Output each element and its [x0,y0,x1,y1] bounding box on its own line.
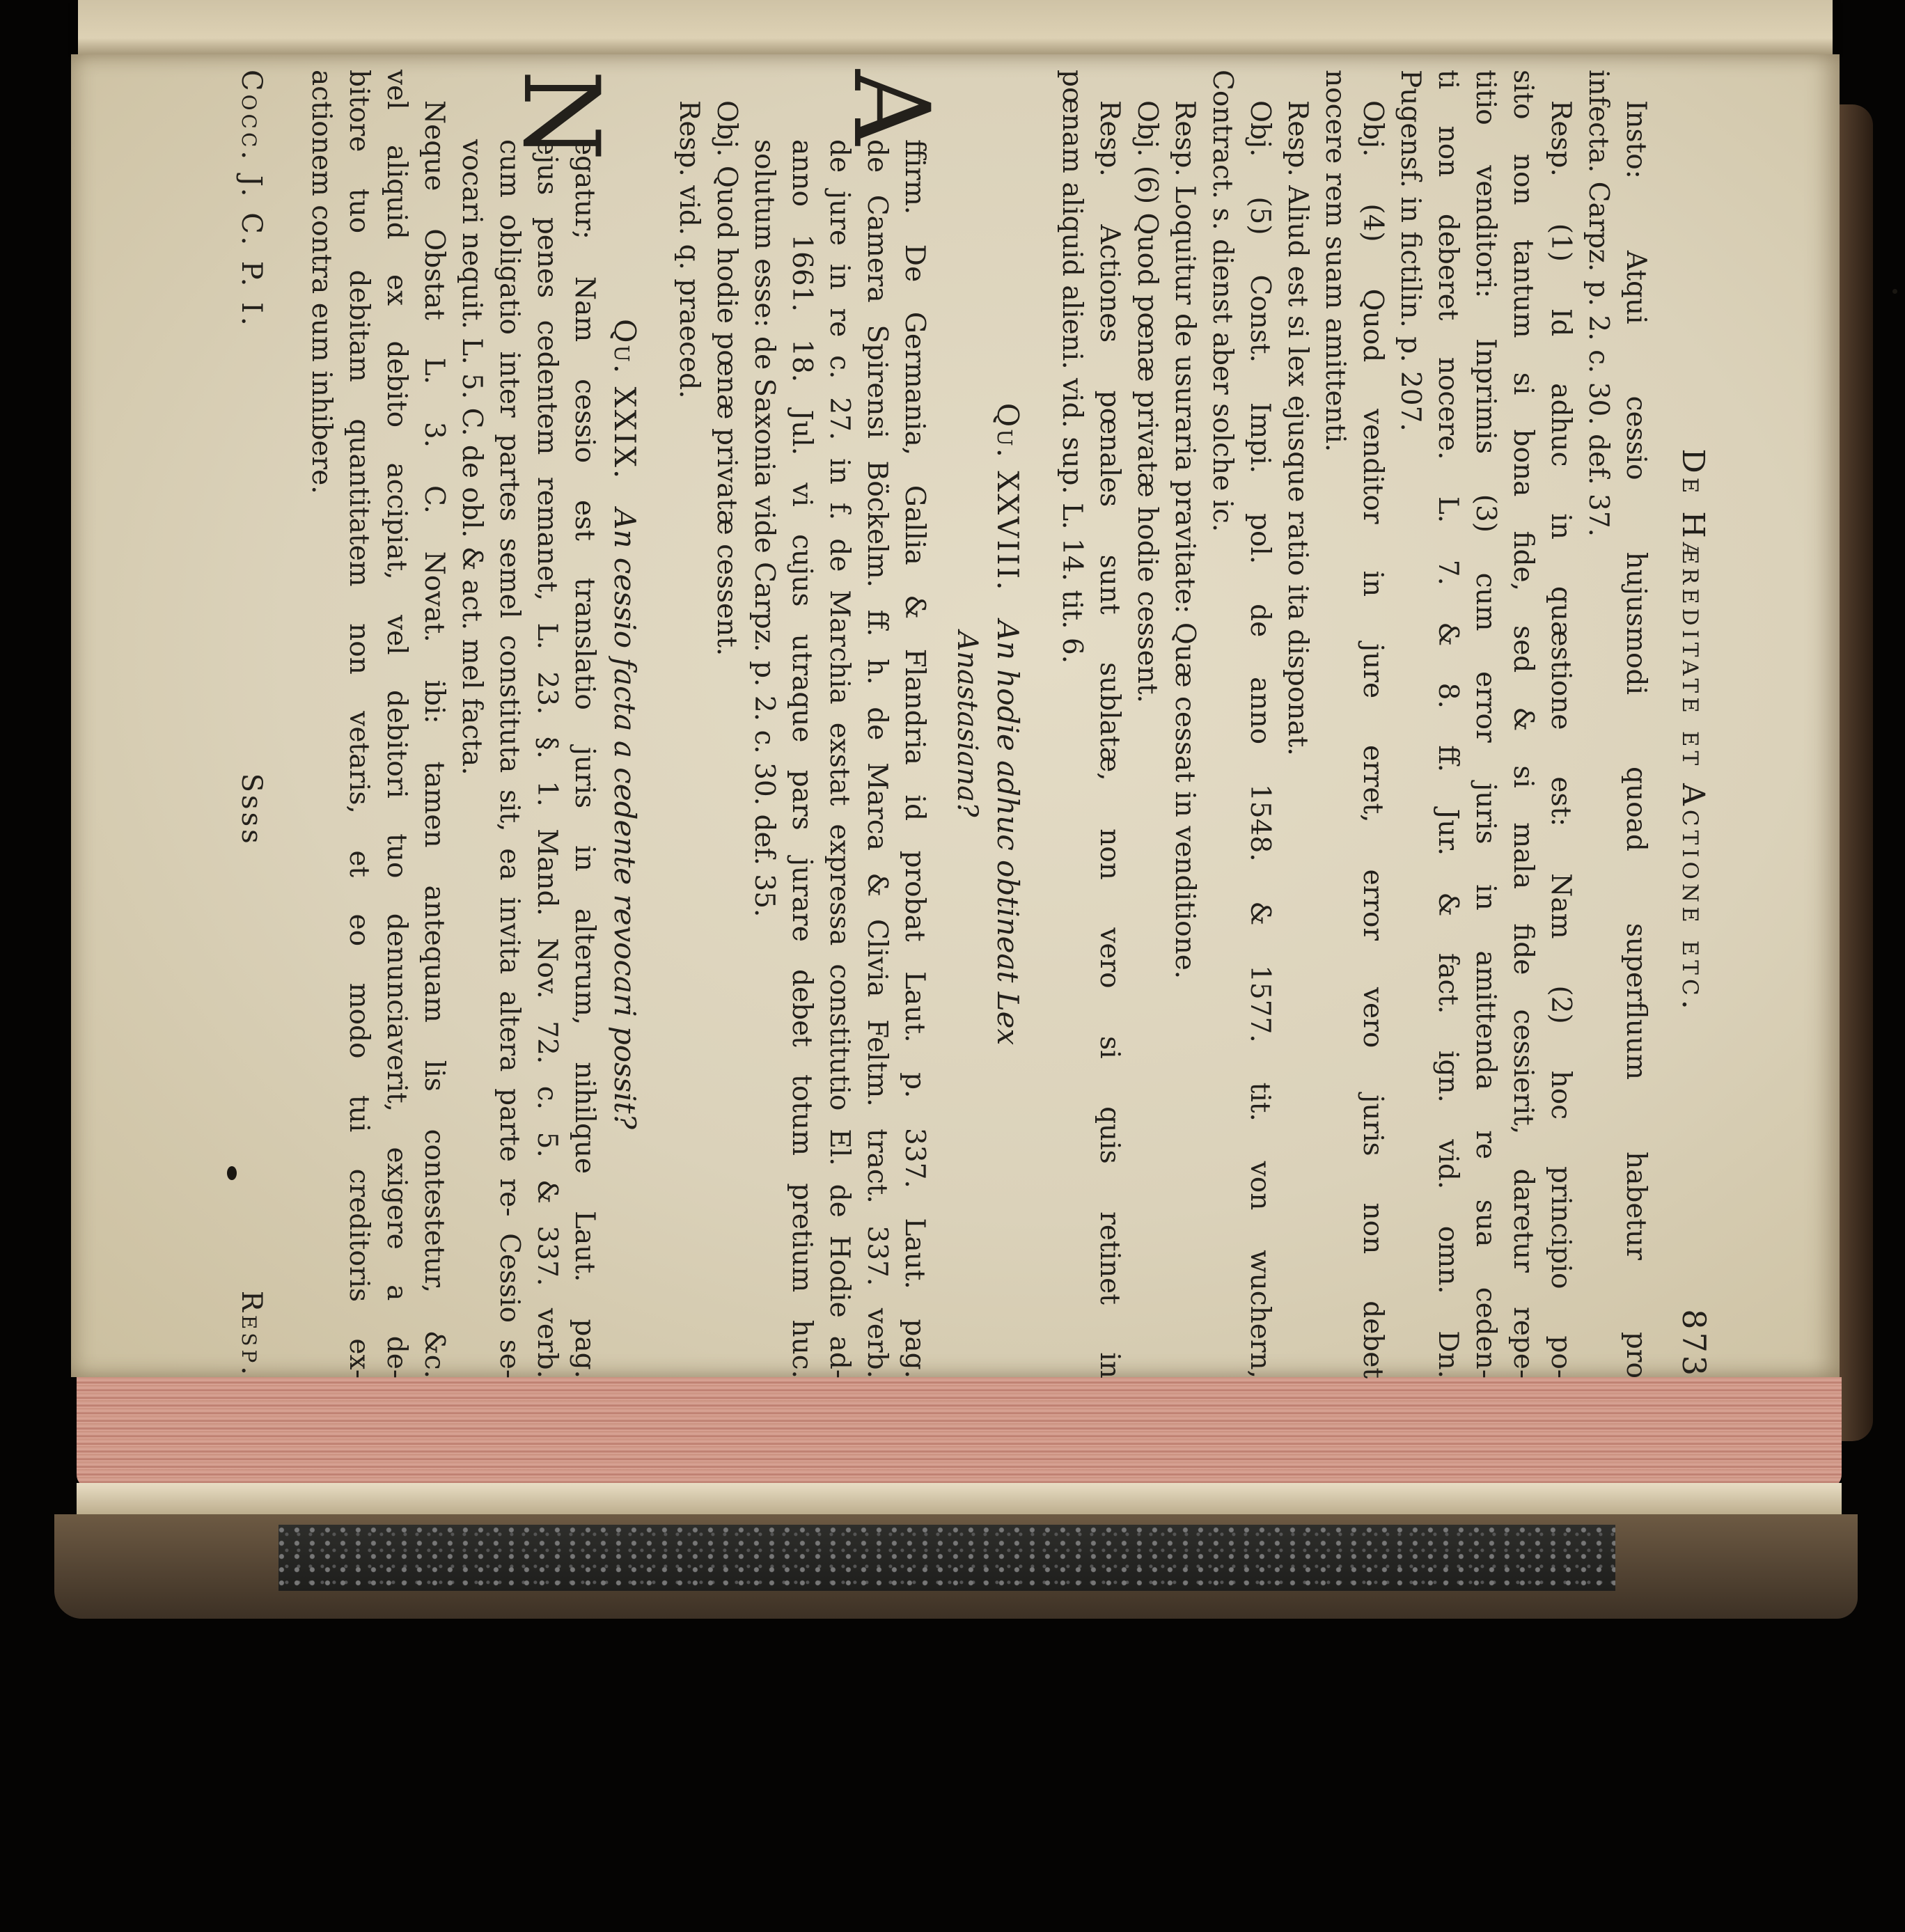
question-text: An hodie adhuc obtineat Lex [991,620,1025,1046]
text-line: de Camera Spirensi Böckelm. ff. h. de Marca & Clivia Feltm. tract. 337. verb. [861,139,893,1379]
text-line: egatur; Nam cessio est translatio juris in alterum, nihilque Laut. pag. [569,139,600,1379]
text-line: de jure in re c. 27. in f. de Marchia exstat expressa constitutio El. de Hodie ad- [824,139,855,1379]
text-line: solutum esse: de Saxonia vide Carpz. p. 2. c. 30. def. 35. [748,139,780,918]
text-line: Obj. (5) Const. Impi. pol. de anno 1548. & 1577. tit. von wuchern, [1244,100,1276,1379]
answer-paragraph-28 [745,70,951,1379]
text-line: vel aliquid ex debito accipiat, vel debitori tuo denunciaverit, exigere a de- [381,70,412,1379]
paragraph-lines [453,139,603,1379]
text-line: infecta. Carpz. p. 2. c. 30. def. 37. [1583,70,1614,537]
question-heading-29 [606,70,643,1379]
page-footer [233,70,270,1379]
question-number: Qu. XXVIII. [991,402,1025,592]
marbled-board [279,1525,1615,1591]
text-line: ejus penes cedentem remanet, L. 23. §. 1. Mand. Nov. 72. c. 5. & 337. verb. [531,139,563,1379]
running-head [1674,70,1713,1379]
text-line: Resp. vid. q. praeced. [673,100,705,399]
answer-paragraph-29 [453,70,621,1379]
text-line: Contract. s. dienst aber solche ic. [1207,70,1238,533]
text-line: ffirm. De Germania, Gallia & Flandria id probat Laut. p. 337. Laut. pag. [899,139,930,1379]
text-line: Obj. (4) Quod venditor in jure erret, error vero juris non debet [1357,100,1388,1379]
page-edges [77,1377,1842,1489]
question-text-continued: Anastasiana? [951,631,983,817]
text-line: Obj. Quod hodie pœnæ privatæ cessent. [711,100,742,657]
text-line: nocere rem suam amittenti. [1319,70,1351,453]
text-line: ti non deberet nocere. L. 7. & 8. ff. Jur. & fact. ign. vid. omn. Dn. [1432,70,1464,1379]
question-text: An cessio facta a cedente revocari possit? [608,508,642,1129]
ink-spot [1892,289,1897,294]
text-line: actionem contra eum inhibere. [306,70,337,494]
page-edge-shadow [77,1483,1842,1518]
question-number: Qu. XXIX. [608,318,642,481]
footer-author: Cocc. J. C. P. I. [235,70,267,329]
text-line: bitore tuo debitam quantitatem non vetaris, et eo modo tui creditoris ex- [343,70,375,1379]
page-number: 873 [1675,1309,1713,1379]
text-line: cum obligatio inter partes semel constituta sit, ea invita altera parte re- Cessio se- [494,139,525,1379]
intro-section [1053,70,1654,1379]
text-line: pœnam aliquid alieni. vid. sup. L. 14. tit. 6. [1056,70,1088,664]
text-line: Obj. (6) Quod pœnæ privatæ hodie cessent. [1131,100,1163,703]
text-line: vocari nequit. L. 5. C. de obl. & act. mel facta. [456,139,487,776]
text-line: Insto: Atqui cessio hujusmodi quoad superfluum habetur pro [1620,100,1652,1379]
upper-page-edge [78,0,1833,54]
text-line: Resp. Loquitur de usuraria pravitate: Quæ cessat in venditione. [1169,100,1200,980]
page-text-block [209,70,1713,1379]
catchword: Resp. [235,1290,267,1379]
text-line: Pugensf. in fictilin. p. 207. [1395,70,1426,432]
signature-mark: Ssss [235,773,267,847]
text-line: anno 1661. 18. Jul. vi cujus utraque pars jurare debet totum pretium huc. [786,139,817,1379]
text-line: sito non tantum si bona fide, sed & si mala fide cessierit, daretur repe- [1507,70,1539,1379]
question-heading-28 [989,70,1026,1379]
text-line: Resp. Actiones pœnales sunt sublatæ, non vero si quis retinet in [1094,100,1125,1379]
drop-cap: N [500,70,621,162]
text-line: Resp. (1) Id adhuc in quæstione est: Nam (2) hoc principio po- [1545,100,1576,1379]
running-head-title: De Hæreditate et Actione etc. [1675,448,1711,1014]
text-line: Neque Obstat L. 3. C. Novat. ibi: tamen antequam lis contestetur, &c. [418,100,450,1379]
text-line: titio venditori: Inprimis (3) cum error juris in amittenda re sua ceden- [1470,70,1501,1379]
text-line: Resp. Aliud est si lex ejusque ratio ita disponat. [1282,100,1313,756]
drop-cap: A [830,70,951,146]
paragraph-lines [745,139,933,1379]
